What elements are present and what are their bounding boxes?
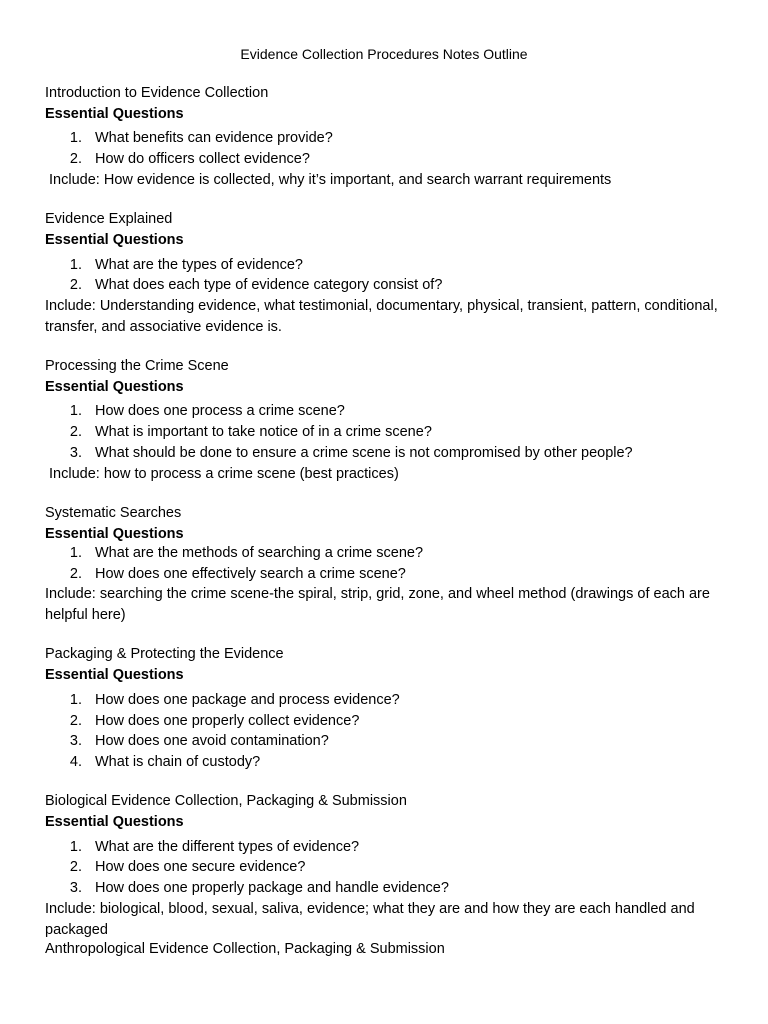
list-item (66, 857, 306, 878)
question-text: How does one avoid contamination? (95, 733, 329, 749)
include-note: Include: Understanding evidence, what testimonial, documentary, physical, transient, pattern, conditional, transfer, and associative evidence is. (45, 298, 718, 335)
list-number: 1. (69, 257, 82, 273)
section-heading: Biological Evidence Collection, Packaging & Submission (45, 793, 407, 809)
list-item (66, 564, 406, 585)
include-note: Include: biological, blood, sexual, saliva, evidence; what they are and how they are each handled and packaged (45, 901, 695, 938)
list-number: 1. (69, 692, 82, 708)
list-number: 1. (69, 403, 82, 419)
list-item (66, 543, 424, 564)
list-number: 2. (69, 151, 82, 167)
question-text: How does one package and process evidence? (95, 692, 400, 708)
essential-questions-label: Essential Questions (45, 232, 184, 248)
include-note: Include: searching the crime scene-the spiral, strip, grid, zone, and wheel method (drawings of each are helpful here) (45, 586, 710, 623)
section-heading: Anthropological Evidence Collection, Packaging & Submission (45, 941, 445, 957)
list-item (66, 401, 345, 422)
list-number: 4. (69, 754, 82, 770)
include-note: Include: how to process a crime scene (best practices) (45, 466, 399, 482)
list-item (66, 690, 400, 711)
list-number: 2. (69, 859, 82, 875)
question-text: What are the types of evidence? (95, 257, 303, 273)
list-number: 1. (69, 839, 82, 855)
include-note: Include: How evidence is collected, why it’s important, and search warrant requirements (45, 172, 612, 188)
list-number: 3. (69, 880, 82, 896)
question-text: How does one properly collect evidence? (95, 713, 360, 729)
list-item (66, 275, 443, 296)
question-text: What should be done to ensure a crime scene is not compromised by other people? (95, 445, 633, 461)
essential-questions-label: Essential Questions (45, 667, 184, 683)
list-item (66, 443, 633, 464)
section-heading: Packaging & Protecting the Evidence (45, 646, 284, 662)
list-item (66, 752, 261, 773)
list-item (66, 128, 333, 149)
document-title: Evidence Collection Procedures Notes Outline (240, 46, 528, 62)
list-number: 2. (69, 424, 82, 440)
list-number: 1. (69, 545, 82, 561)
list-number: 3. (69, 733, 82, 749)
list-number: 2. (69, 277, 82, 293)
essential-questions-label: Essential Questions (45, 814, 184, 830)
list-number: 2. (69, 566, 82, 582)
question-text: What are the different types of evidence? (95, 839, 360, 855)
list-item (66, 711, 360, 732)
question-text: What are the methods of searching a crime scene? (95, 545, 424, 561)
list-item (66, 149, 310, 170)
list-item (66, 731, 329, 752)
list-number: 1. (69, 130, 82, 146)
list-number: 3. (69, 445, 82, 461)
question-text: How does one effectively search a crime scene? (95, 566, 406, 582)
question-text: What benefits can evidence provide? (95, 130, 333, 146)
list-item (66, 837, 360, 858)
list-number: 2. (69, 713, 82, 729)
essential-questions-label: Essential Questions (45, 379, 184, 395)
list-item (66, 255, 303, 276)
list-item (66, 878, 449, 899)
section-heading: Processing the Crime Scene (45, 358, 229, 374)
question-text: How does one properly package and handle evidence? (95, 880, 449, 896)
essential-questions-label: Essential Questions (45, 526, 184, 542)
essential-questions-label: Essential Questions (45, 106, 184, 122)
question-text: How does one process a crime scene? (95, 403, 345, 419)
section-heading: Evidence Explained (45, 211, 173, 227)
question-text: How does one secure evidence? (95, 859, 306, 875)
section-heading: Systematic Searches (45, 505, 182, 521)
question-text: What does each type of evidence category consist of? (95, 277, 443, 293)
question-text: What is chain of custody? (95, 754, 261, 770)
question-text: How do officers collect evidence? (95, 151, 310, 167)
question-text: What is important to take notice of in a crime scene? (95, 424, 432, 440)
section-heading: Introduction to Evidence Collection (45, 85, 269, 101)
list-item (66, 422, 432, 443)
